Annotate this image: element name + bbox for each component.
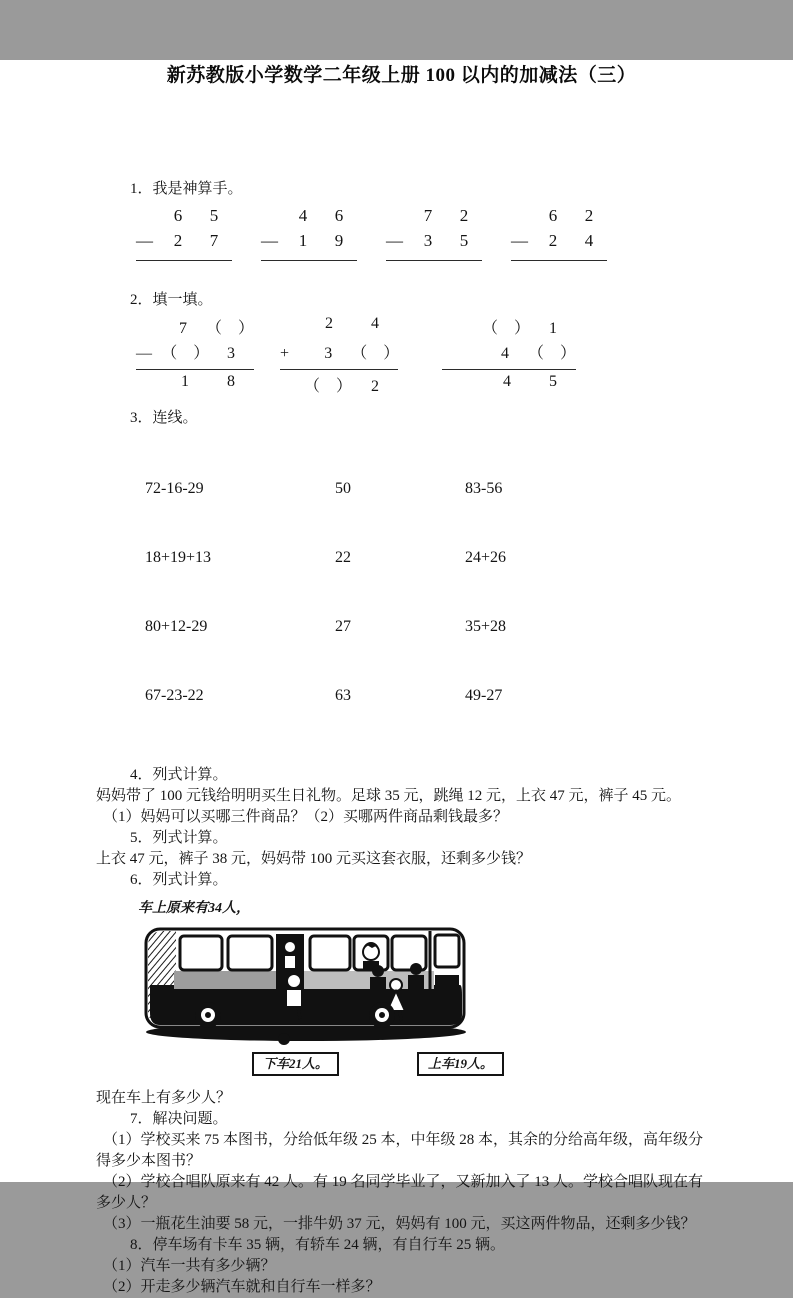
minus-operator: — [136,231,151,250]
q6-heading: 6．列式计算。 [130,872,228,888]
get-on-label: 上车19人。 [417,1052,504,1076]
digit: 5 [459,231,469,250]
get-off-label: 下车21人。 [252,1052,339,1076]
minus-operator: — [261,231,276,250]
digit: 4 [298,206,308,225]
digit: 4 [503,373,511,390]
digit: 7 [209,231,219,250]
digit: 2 [173,231,183,250]
match-expressions-right [465,431,506,753]
q3-matching-table [145,431,707,753]
digit: 2 [325,315,333,332]
digit: 5 [209,206,219,225]
digit: 5 [549,373,557,390]
match-item: 83-56 [465,480,503,497]
digit: 7 [178,320,187,337]
q1-heading: 1．我是神算手。 [130,181,243,197]
q7-item-3: （3）一瓶花生油要 58 元，一排牛奶 37 元，妈妈有 100 元，买这两件物品，还剩多少钱？ [103,1216,696,1232]
q5-body: 上衣 47 元，裤子 38 元，妈妈带 100 元买这套衣服，还剩多少钱？ [96,851,532,867]
match-item: 63 [335,687,351,704]
digit: 2 [371,378,379,395]
q8-item-1: （1）汽车一共有多少辆？ [103,1258,276,1274]
bus-caption: 车上原来有34人， [138,901,250,916]
plus-operator: + [280,345,288,362]
match-item: 27 [335,618,351,635]
match-expressions-left [145,431,335,753]
minus-operator: — [511,231,526,250]
match-item: 67-23-22 [145,687,204,704]
answer-line [511,260,607,264]
blank-parens: （ ） [205,320,254,337]
digit: 2 [548,231,558,250]
digit: 3 [324,345,333,362]
digit: 4 [584,231,594,250]
digit: 7 [423,206,433,225]
subtraction-problem [386,206,482,264]
digit: 1 [549,320,557,337]
blank-parens: （ ） [303,378,352,395]
q2-heading: 2．填一填。 [130,292,213,308]
spacer [96,753,707,765]
bus-figure [134,897,594,1076]
spacer [96,264,707,290]
match-item: 18+19+13 [145,549,212,566]
q4-body: 妈妈带了 100 元钱给明明买生日礼物。足球 35 元，跳绳 12 元，上衣 47 元，裤子 45 元。 [96,788,682,804]
page-title: 新苏教版小学数学二年级上册 100 以内的加减法（三） [166,65,637,86]
digit: 6 [334,206,344,225]
match-item: 72-16-29 [145,480,204,497]
answer-line [386,260,482,264]
match-values-middle [335,431,465,753]
answer-line [136,260,232,264]
minus-operator: — [386,231,401,250]
blank-parens: （ ） [527,345,576,362]
answer-line [261,260,357,264]
q4-questions: （1）妈妈可以买哪三件商品？（2）买哪两件商品剩钱最多？ [103,809,509,825]
worksheet-page [0,60,793,1295]
fill-in-problem [280,315,398,398]
digit: 1 [298,231,308,250]
blank-parens: （ ） [481,320,530,337]
subtraction-problem [261,206,357,264]
q7-item-2: （2）学校合唱队原来有 42 人。有 19 名同学毕业了，又新加入了 13 人。学校合唱队现在有多少人？ [96,1174,704,1211]
blank-parens: （ ） [351,345,400,362]
digit: 1 [181,373,189,390]
match-item: 24+26 [465,549,507,566]
digit: 2 [459,206,469,225]
subtraction-problem [136,206,232,264]
minus-operator: — [136,345,150,362]
digit: 6 [173,206,183,225]
blank-parens: （ ） [161,345,210,362]
spacer [96,1076,707,1088]
digit: 2 [584,206,594,225]
fill-in-problem [442,315,576,398]
digit: 6 [548,206,558,225]
q4-heading: 4．列式计算。 [130,767,228,783]
q3-heading: 3．连线。 [130,410,198,426]
match-item: 22 [335,549,351,566]
digit: 9 [334,231,344,250]
bus-labels [134,1052,594,1076]
digit: 3 [423,231,433,250]
spacer [96,87,707,179]
digit: 4 [500,345,509,362]
fill-in-problem [136,315,254,398]
digit: 4 [371,315,379,332]
q6-question: 现在车上有多少人？ [96,1090,232,1106]
match-item: 80+12-29 [145,618,208,635]
spacer [96,398,707,408]
q5-heading: 5．列式计算。 [130,830,228,846]
q2-problems [136,315,707,398]
worksheet-content [0,60,793,1298]
q1-problems [136,206,707,264]
subtraction-problem [511,206,607,264]
match-item: 35+28 [465,618,507,635]
match-item: 49-27 [465,687,503,704]
q7-item-1: （1）学校买来 75 本图书，分给低年级 25 本，中年级 28 本，其余的分给高年级，高年级分得多少本图书？ [96,1132,704,1169]
bus-illustration [134,919,474,1045]
digit: 8 [227,373,235,390]
digit: 3 [227,345,235,362]
q8-heading: 8．停车场有卡车 35 辆，有轿车 24 辆，有自行车 25 辆。 [130,1237,506,1253]
q7-heading: 7．解决问题。 [130,1111,228,1127]
match-item: 50 [335,480,351,497]
q8-item-2: （2）开走多少辆汽车就和自行车一样多？ [103,1279,381,1295]
